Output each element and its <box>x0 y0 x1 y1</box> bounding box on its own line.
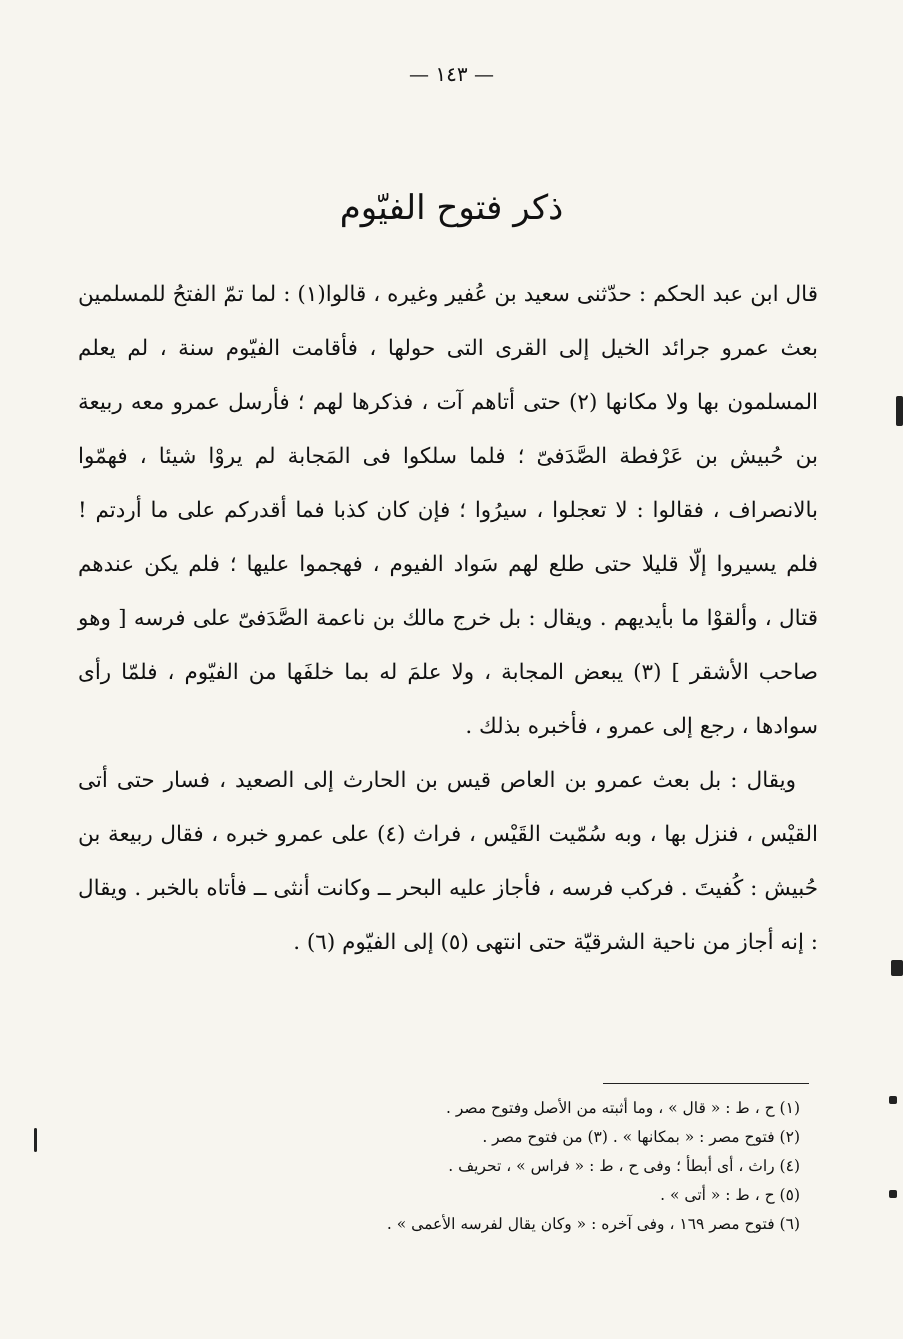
scan-edge-mark-4 <box>889 1190 897 1198</box>
footnote-4: (٤) راث ، أى أبطأ ؛ وفى ح ، ط : « فراس » ، تحريف . <box>448 1157 800 1175</box>
footnote-6: (٦) فتوح مصر ١٦٩ ، وفى آخره : « وكان يقال لفرسه الأعمى » . <box>386 1215 800 1233</box>
page-number: — ١٤٣ — <box>409 62 494 86</box>
scan-edge-mark-1 <box>896 396 903 426</box>
footnotes <box>100 1094 800 1239</box>
section-heading: ذكر فتوح الفيّوم <box>339 188 564 228</box>
main-text <box>78 268 818 970</box>
footnote-1: (١) ح ، ط : « قال » ، وما أثبته من الأصل وفتوح مصر . <box>445 1099 800 1117</box>
paragraph-2: ويقال : بل بعث عمرو بن العاص قيس بن الحارث إلى الصعيد ، فسار حتى أتى القيْس ، فنزل بها ، وبه سُمّيت القَيْس ، فراث (٤) على عمرو خبره ، فقال ربيعة بن حُبيش : كُفيتَ . فركب فرسه ، فأجاز عليه البحر ــ وكانت أنثى ــ فأتاه بالخبر . ويقال : إنه أجاز من ناحية الشرقيّة حتى انتهى (٥) إلى الفيّوم (٦) . <box>78 768 818 955</box>
footnote-divider <box>603 1083 809 1084</box>
scan-edge-mark-5 <box>34 1128 37 1152</box>
footnote-5: (٥) ح ، ط : « أتى » . <box>660 1186 800 1204</box>
scan-edge-mark-3 <box>889 1096 897 1104</box>
paragraph-1: قال ابن عبد الحكم : حدّثنى سعيد بن عُفير وغيره ، قالوا(١) : لما تمّ الفتحُ للمسلمين بعث عمرو جرائد الخيل إلى القرى التى حولها ، فأقامت الفيّوم سنة ، لم يعلم المسلمون بها ولا مكانها (٢) حتى أتاهم آت ، فذكرها لهم ؛ فأرسل عمرو معه ربيعة بن حُبيش بن عَرْفطة الصَّدَفىّ ؛ فلما سلكوا فى المَجابة لم يروْا شيئا ، فهمّوا بالانصراف ، فقالوا : لا تعجلوا ، سيرُوا ؛ فإن كان كذبا فما أقدركم على ما أردتم ! فلم يسيروا إلّا قليلا حتى طلع لهم سَواد الفيوم ، فهجموا عليها ؛ فلم يكن عندهم قتال ، وألقوْا ما بأيديهم . ويقال : بل خرج مالك بن ناعمة الصَّدَفىّ على فرسه [ وهو صاحب الأشقر ] (٣) يبعض المجابة ، ولا علمَ له بما خلفَها من الفيّوم ، فلمّا رأى سوادها ، رجع إلى عمرو ، فأخبره بذلك . <box>78 282 819 739</box>
footnote-2-3: (٢) فتوح مصر : « بمكانها » . (٣) من فتوح مصر . <box>482 1128 800 1146</box>
scan-edge-mark-2 <box>891 960 903 976</box>
